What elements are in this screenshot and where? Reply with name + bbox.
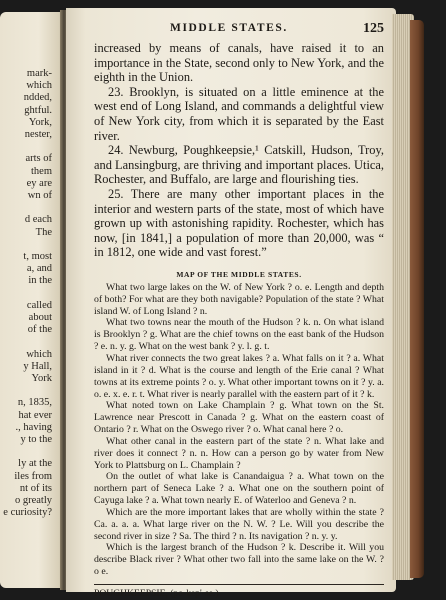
left-page-text-fragment: which (26, 348, 52, 360)
left-page-text-fragment: d each (24, 214, 52, 226)
paragraph: increased by means of canals, have raised it to an importance in the State, second only to New York, and the eighth in the Union. (94, 41, 384, 85)
left-page-text-fragment: wn of (27, 190, 52, 201)
facing-page-left (0, 12, 64, 588)
left-page-text-fragment: ly at the (18, 458, 52, 470)
left-page-text-fragment: ghtful. (24, 104, 52, 116)
left-page-text-fragment: York (31, 373, 52, 384)
left-page-text-fragment: iles from (14, 470, 52, 482)
map-questions (94, 282, 384, 578)
left-page-text-fragment: arts of (25, 153, 52, 165)
paragraph: 25. There are many other important places in the interior and western parts of the state, most of which have grown up with astonishing rapidity. Rochester, which has now, [in 1841,] a population of more than 20,000, was “ in 1812, one wide and vast forest.” (94, 186, 384, 260)
question-paragraph: What two large lakes on the W. of New York ? o. e. Length and depth of both? For what are they both navigable? Population of the state ? What island W. of Long Island ? n. (94, 281, 384, 317)
question-paragraph: What two towns near the mouth of the Hudson ? k. n. On what island is Brooklyn ? g. What are the chief towns on the east bank of the Hudson ? e. n. y. g. What on the west bank ? y. l. g. t. (94, 317, 384, 353)
left-page-text-fragment: nester, (24, 129, 52, 140)
left-page-text-fragment: ndded, (23, 92, 52, 104)
page-content (94, 22, 384, 600)
body-text (94, 41, 384, 260)
left-page-text-fragment: them (31, 165, 52, 177)
left-page-text-fragment: y Hall, (23, 360, 52, 372)
left-page-text-fragment: ., having (15, 421, 52, 433)
left-page-text-fragment: t, most (23, 251, 52, 262)
left-page-text-fragment: The (35, 226, 52, 238)
footnote: POUGHKEEPSIE, (po-kep'-se.) (94, 588, 219, 599)
footnote-rule (94, 584, 384, 585)
question-paragraph: What other canal in the eastern part of the state ? n. What lake and river does it connect ? n. n. How can a person go by water from New York to Plattsburg on L. Champlain ? (94, 435, 384, 471)
paragraph: 23. Brooklyn, is situated on a little eminence at the west end of Long Island, and commands a delightful view of New York city, from which it is separated by the East river. (94, 84, 384, 143)
question-paragraph: What river connects the two great lakes ? a. What falls on it ? a. What island in it ? d. What is the course and length of the Erie canal ? What towns at its extreme points ? o. y. What other important towns on it ? y. a. o. e. x. e. r. t. What river is nearly parallel with the eastern part of it ? k. (94, 352, 384, 400)
book-cover-edge (410, 20, 424, 578)
question-paragraph: What noted town on Lake Champlain ? g. What town on the St. Lawrence near Prescott in Canada ? g. What on the eastern coast of Ontario ? r. What on the Oswego river ? o. What canal here ? o. (94, 400, 384, 436)
left-page-text-fragment: o greatly (14, 495, 52, 506)
question-paragraph: Which is the largest branch of the Hudson ? k. Describe it. Will you describe Black river ? What other two fall into the same lake on the W. ? o e. (94, 542, 384, 578)
running-header: MIDDLE STATES. (170, 22, 288, 34)
left-page-text-fragment: called (26, 299, 52, 311)
left-page-text-fragment: ey are (26, 177, 52, 189)
question-paragraph: On the outlet of what lake is Canandaigua ? a. What town on the northern part of Seneca Lake ? a. What one on the southern point of Cayuga lake ? a. What town nearly E. of Waterloo and Geneva ? n. (94, 471, 384, 507)
left-page-text-fragment: in the (28, 275, 52, 287)
left-page-text-fragment: of the (27, 324, 52, 336)
left-page-text-fragment: hat ever (18, 409, 52, 421)
left-page-text-fragment: mark- (26, 68, 52, 79)
left-page-text-fragment: a, and (26, 263, 52, 275)
book-page (66, 8, 396, 599)
left-page-text-fragment: which (26, 80, 52, 92)
left-page-text-fragment: e curiosity? (3, 507, 52, 519)
left-page-text-fragment: nt of its (19, 482, 52, 494)
page-number: 125 (363, 21, 384, 36)
left-page-text-fragment: y to the (20, 434, 52, 445)
section-heading: MAP OF THE MIDDLE STATES. (176, 269, 302, 279)
left-page-text-fragment: about (28, 312, 52, 323)
running-head (94, 22, 384, 40)
left-page-text-fragment: York, (28, 116, 52, 128)
question-paragraph: Which are the more important lakes that are wholly within the state ? Ca. a. a. a. What large river on the N. W. ? Le. Will you describe the second river in size ? Sa. The third ? n. Its navigation ? n. y. y. (94, 506, 384, 542)
left-page-text-fragment: n, 1835, (17, 397, 52, 409)
paragraph: 24. Newburg, Poughkeepsie,¹ Catskill, Hudson, Troy, and Lansingburg, are thriving and important places. Utica, Rochester, and Buffalo, are large and flourishing ties. (94, 143, 384, 187)
